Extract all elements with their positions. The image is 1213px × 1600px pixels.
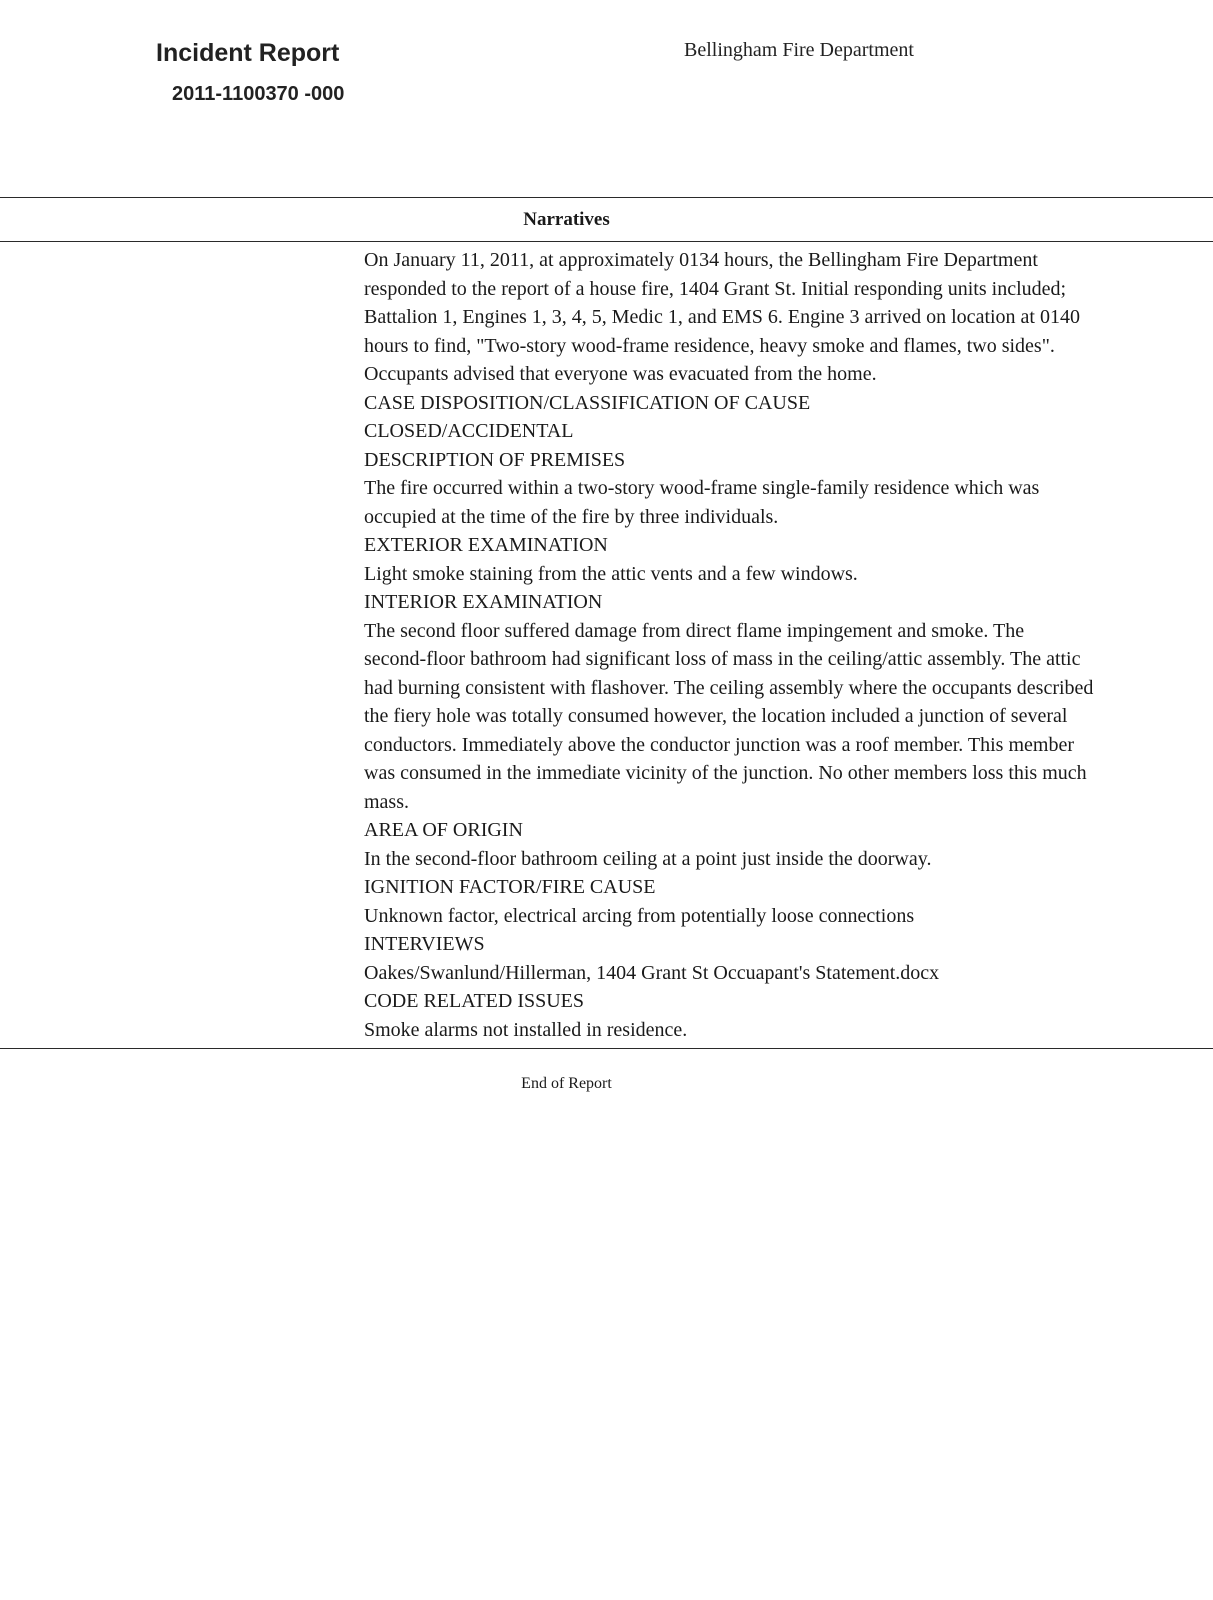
section-label-code-issues: CODE RELATED ISSUES	[364, 990, 585, 1012]
narrative-line: occupied at the time of the fire by three individuals.	[364, 505, 779, 528]
narrative-line: Unknown factor, electrical arcing from potentially loose connections	[364, 904, 915, 927]
heading-divider	[0, 241, 1213, 242]
narrative-line: Oakes/Swanlund/Hillerman, 1404 Grant St Occuapant's Statement.docx	[364, 961, 940, 984]
narrative-line: The fire occurred within a two-story wood-frame single-family residence which was	[364, 477, 1040, 499]
narrative-line: the fiery hole was totally consumed however, the location included a junction of several	[364, 705, 1068, 727]
section-label-premises: DESCRIPTION OF PREMISES	[364, 448, 626, 471]
section-label-case-disposition: CASE DISPOSITION/CLASSIFICATION OF CAUSE	[364, 391, 811, 414]
narrative-line: Battalion 1, Engines 1, 3, 4, 5, Medic 1, and EMS 6. Engine 3 arrived on location at 0140	[364, 306, 1080, 328]
section-label-ignition-factor: IGNITION FACTOR/FIRE CAUSE	[364, 876, 656, 898]
section-label-exterior: EXTERIOR EXAMINATION	[364, 534, 608, 556]
bottom-divider	[0, 1048, 1213, 1049]
section-label-interior: INTERIOR EXAMINATION	[364, 591, 603, 613]
narrative-line: CLOSED/ACCIDENTAL	[364, 420, 574, 442]
end-of-report: End of Report	[521, 1075, 612, 1092]
narrative-line: was consumed in the immediate vicinity of the junction. No other members loss this much	[364, 762, 1087, 784]
narrative-line: responded to the report of a house fire, 1404 Grant St. Initial responding units included;	[364, 277, 1067, 300]
section-label-interviews: INTERVIEWS	[364, 933, 485, 955]
narrative-line: Smoke alarms not installed in residence.	[364, 1018, 688, 1041]
narrative-line: Occupants advised that everyone was evacuated from the home.	[364, 363, 877, 385]
report-number: 2011-1100370 -000	[172, 83, 345, 105]
report-title: Incident Report	[156, 39, 340, 67]
department-name: Bellingham Fire Department	[684, 39, 914, 61]
narrative-line: had burning consistent with flashover. The ceiling assembly where the occupants described	[364, 676, 1094, 699]
narrative-line: Light smoke staining from the attic vents and a few windows.	[364, 562, 858, 585]
narrative-line: mass.	[364, 790, 409, 813]
narrative-line: second-floor bathroom had significant loss of mass in the ceiling/attic assembly. The attic	[364, 648, 1081, 670]
narrative-text	[364, 246, 1194, 1044]
narratives-heading: Narratives	[523, 209, 610, 230]
narrative-line: conductors. Immediately above the conductor junction was a roof member. This member	[364, 733, 1074, 756]
narrative-line: In the second-floor bathroom ceiling at a point just inside the doorway.	[364, 847, 932, 870]
section-label-area-of-origin: AREA OF ORIGIN	[364, 819, 523, 841]
narrative-line: hours to find, "Two-story wood-frame residence, heavy smoke and flames, two sides".	[364, 334, 1055, 357]
narrative-line: The second floor suffered damage from direct flame impingement and smoke. The	[364, 619, 1025, 642]
narrative-line: On January 11, 2011, at approximately 0134 hours, the Bellingham Fire Department	[364, 249, 1038, 271]
top-divider	[0, 197, 1213, 198]
